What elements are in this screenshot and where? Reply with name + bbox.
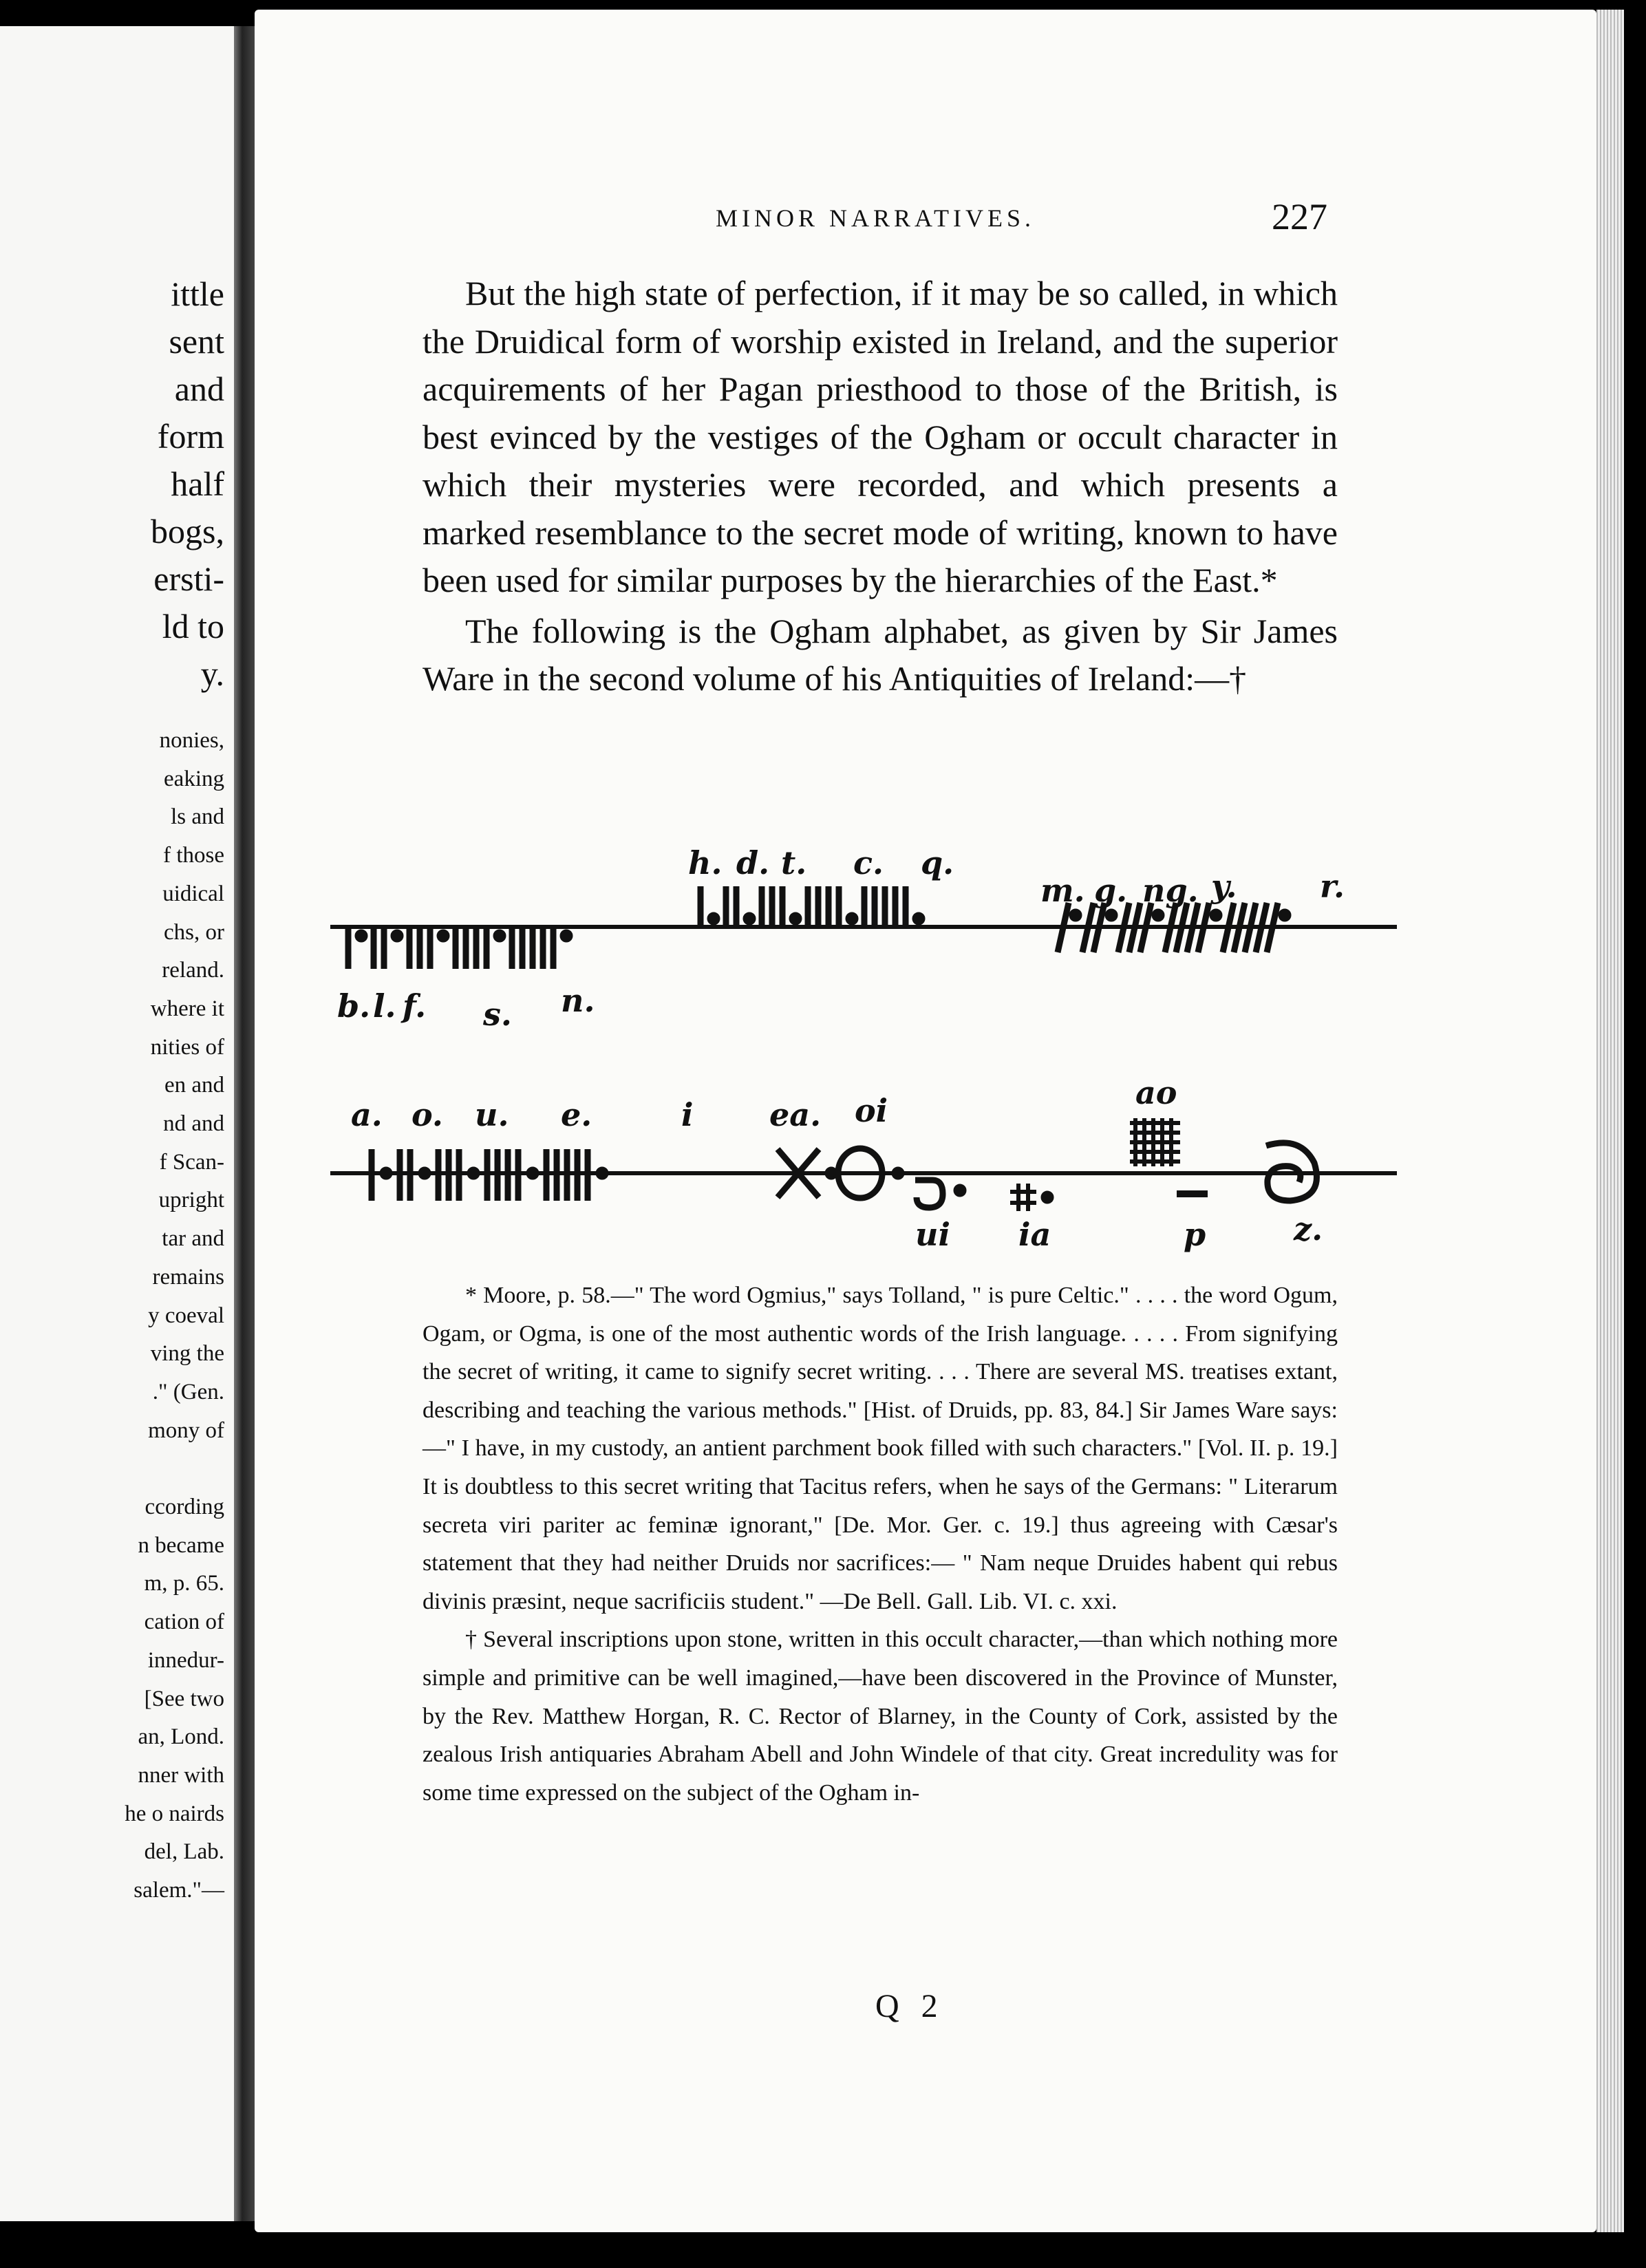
- left-facing-page: [0, 26, 234, 2221]
- body-text: [423, 270, 1338, 703]
- ogham-label: n.: [561, 982, 595, 1019]
- ogham-dot: [1108, 912, 1115, 919]
- ogham-dot: [792, 915, 799, 922]
- left-page-line: an, Lond.: [138, 1724, 224, 1750]
- left-page-line: f those: [163, 843, 224, 868]
- left-page-line: ittle: [171, 275, 224, 313]
- ogham-label: ui: [915, 1216, 950, 1253]
- left-page-line: n became: [138, 1532, 224, 1558]
- page-edges: [1596, 10, 1624, 2232]
- left-page-line: sent: [169, 322, 224, 361]
- signature-mark: Q 2: [875, 1988, 945, 2024]
- ogham-label: e.: [561, 1096, 592, 1133]
- ogham-label: l.: [373, 987, 396, 1025]
- left-page-line: nner with: [138, 1762, 224, 1788]
- ogham-label: t.: [781, 844, 807, 881]
- ogham-label: c.: [853, 844, 884, 881]
- left-page-line: mony of: [148, 1418, 224, 1443]
- ogham-dot: [421, 1170, 428, 1177]
- ogham-dot: [529, 1170, 536, 1177]
- left-page-line: uidical: [162, 881, 224, 906]
- ogham-stroke: [915, 1180, 943, 1208]
- left-page-line: where it: [150, 996, 224, 1021]
- left-page-line: innedur-: [147, 1647, 224, 1673]
- ogham-label: y.: [1211, 868, 1237, 905]
- book-gutter: [234, 26, 255, 2221]
- ogham-dot: [496, 932, 503, 939]
- footnote-star: * Moore, p. 58.—" The word Ogmius," says Tolland, " is pure Celtic." . . . . the word Ogum, Ogam, or Ogma, is one of the most authentic words of the Irish language. . . . . From signifying the secret of writing, it came to signify secret writing. . . . There are several MS. treatises extant, describing and teaching the various methods." [Hist. of Druids, pp. 83, 84.] Sir James Ware says:—" I have, in my custody, an antient parchment book filled with such characters." [Vol. II. p. 19.] It is doubtless to this secret writing that Tacitus refers, when he says of the Germans: " Literarum secreta viri pariter ac feminæ ignorant," [De. Mor. Ger. c. 19.] thus agreeing with Cæsar's statement that they had neither Druids nor sacrifices:— " Nam neque Druides habent qui rebus divinis præsint, neque sacrificiis student." —De Bell. Gall. Lib. VI. c. xxi.: [423, 1283, 1338, 1614]
- ogham-dot: [440, 932, 447, 939]
- ogham-dot: [895, 1170, 901, 1177]
- left-page-line: del, Lab.: [144, 1839, 224, 1865]
- left-page-line: y.: [200, 654, 224, 693]
- ogham-label: r.: [1320, 868, 1345, 905]
- footnotes: [423, 1276, 1338, 1812]
- ogham-dot: [828, 1170, 835, 1177]
- ogham-dot: [1212, 912, 1219, 919]
- left-page-line: ving the: [150, 1341, 224, 1367]
- ogham-label: i: [681, 1096, 694, 1133]
- left-page-line: tar and: [162, 1226, 224, 1252]
- left-page-line: upright: [158, 1188, 224, 1213]
- left-page-line: form: [157, 417, 224, 456]
- ogham-label: z.: [1294, 1210, 1323, 1248]
- ogham-dot: [1281, 912, 1288, 919]
- paragraph-2: The following is the Ogham alphabet, as given by Sir James Ware in the second volume of his Antiquities of Ireland:—†: [423, 611, 1338, 698]
- left-page-line: half: [171, 464, 224, 503]
- ogham-dot: [746, 915, 753, 922]
- ogham-label: a.: [351, 1096, 383, 1133]
- ogham-dot: [1155, 912, 1162, 919]
- left-page-line: he o nairds: [125, 1801, 224, 1826]
- ogham-label: s.: [483, 996, 512, 1033]
- paragraph-1: But the high state of perfection, if it may be so called, in which the Druidical form of worship existed in Ireland, and the superior acquirements of her Pagan priesthood to those of the British, is best evinced by the vestiges of the Ogham or occult character in which their mysteries were recorded, and which presents a marked resemblance to the secret mode of writing, known to have been used for similar purposes by the hierarchies of the East.*: [423, 274, 1338, 599]
- ogham-label: b.: [337, 987, 371, 1025]
- running-head: MINOR NARRATIVES.: [716, 204, 1036, 232]
- ogham-label: o.: [412, 1096, 443, 1133]
- left-page-line: remains: [152, 1264, 224, 1290]
- ogham-label: ao: [1135, 1074, 1177, 1111]
- left-page-line: ." (Gen.: [152, 1379, 224, 1404]
- footnote-dagger: † Several inscriptions upon stone, written in this occult character,—than which nothing more simple and primitive can be well imagined,—have been discovered in the Province of Munster, by the Rev. Matthew Horgan, R. C. Rector of Blarney, in the County of Cork, assisted by the zealous Irish antiquaries Abraham Abell and John Windele of that city. Great incredulity was for some time expressed on the subject of the Ogham in-: [423, 1627, 1338, 1806]
- left-page-line: m, p. 65.: [144, 1571, 224, 1596]
- ogham-dot: [599, 1170, 606, 1177]
- left-page-line: chs, or: [164, 919, 224, 945]
- left-page-line: salem."—: [133, 1878, 224, 1903]
- ogham-label: u.: [475, 1096, 509, 1133]
- ogham-label: oi: [855, 1092, 888, 1129]
- ogham-dot: [915, 915, 922, 922]
- ogham-label: p: [1184, 1216, 1206, 1253]
- left-page-line: reland.: [162, 958, 224, 983]
- ogham-dot: [1072, 912, 1079, 919]
- ogham-dot: [710, 915, 717, 922]
- ogham-label: m.: [1040, 872, 1085, 909]
- ogham-dot: [1044, 1194, 1051, 1201]
- ogham-dot: [563, 932, 570, 939]
- left-page-line: ccording: [145, 1495, 224, 1519]
- ogham-label: f.: [403, 987, 427, 1025]
- left-page-line: bogs,: [151, 512, 224, 550]
- left-page-line: ls and: [171, 804, 224, 830]
- ogham-label: g.: [1094, 872, 1128, 909]
- left-page-line: [See two: [144, 1686, 224, 1711]
- ogham-alphabet-figure: [323, 826, 1411, 1266]
- left-page-line: and: [174, 370, 224, 408]
- left-page-line: ersti-: [153, 559, 224, 598]
- ogham-label: q.: [921, 844, 954, 881]
- left-page-line: cation of: [144, 1609, 224, 1635]
- ogham-svg: [323, 826, 1411, 1266]
- left-page-line: nities of: [150, 1034, 224, 1060]
- ogham-label: ng.: [1142, 872, 1199, 909]
- ogham-dot: [470, 1170, 477, 1177]
- left-page-line: nonies,: [159, 728, 224, 753]
- ogham-dot: [358, 932, 365, 939]
- left-page-line: f Scan-: [159, 1149, 224, 1175]
- left-page-line: nd and: [163, 1111, 224, 1136]
- ogham-dot: [956, 1187, 963, 1194]
- ogham-label: ia: [1018, 1216, 1051, 1253]
- left-page-line: y coeval: [148, 1303, 224, 1328]
- ogham-dot: [394, 932, 400, 939]
- ogham-label: h.: [688, 844, 723, 881]
- ogham-dot: [848, 915, 855, 922]
- ogham-dot: [383, 1170, 389, 1177]
- left-page-line: en and: [164, 1073, 224, 1098]
- left-page-line: eaking: [164, 766, 224, 791]
- ogham-label: d.: [736, 844, 770, 881]
- ogham-label: ea.: [769, 1096, 822, 1133]
- left-page-line: ld to: [162, 607, 224, 645]
- page-number: 227: [1272, 196, 1327, 237]
